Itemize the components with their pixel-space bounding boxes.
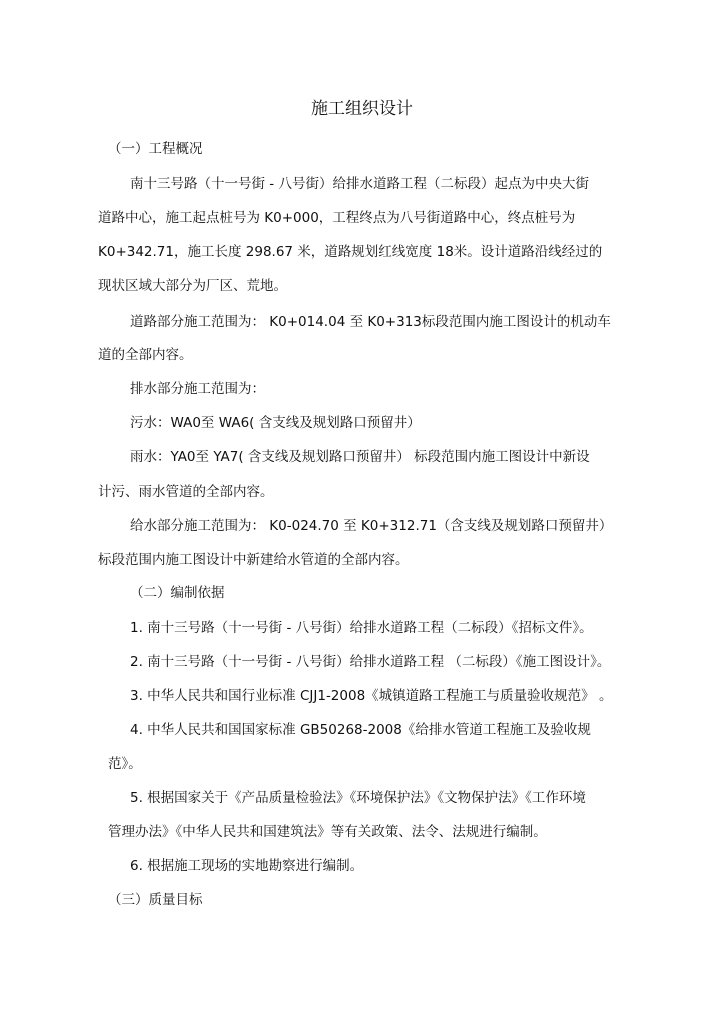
paragraph-line: 道的全部内容。 (98, 347, 193, 363)
list-item: 6. 根据施工现场的实地勘察进行编制。 (130, 858, 364, 874)
paragraph-line: 污水：WA0至 WA6( 含支线及规划路口预留井） (130, 415, 421, 431)
section-heading-basis: （二）编制依据 (130, 585, 225, 601)
paragraph-line: 南十三号路（十一号街 - 八号街）给排水道路工程（二标段）起点为中央大街 (130, 176, 589, 192)
list-item: 1. 南十三号路（十一号街 - 八号街）给排水道路工程（二标段）《招标文件》。 (130, 620, 593, 636)
document-title: 施工组织设计 (311, 99, 413, 119)
list-item: 5. 根据国家关于《产品质量检验法》《环境保护法》《文物保护法》《工作环境 (130, 790, 586, 806)
list-item-continuation: 范》。 (108, 756, 142, 772)
paragraph-line: 道路中心，施工起点桩号为 K0+000，工程终点为八号街道路中心，终点桩号为 (98, 210, 576, 226)
section-heading-quality: （三）质量目标 (108, 892, 203, 908)
paragraph-line: 道路部分施工范围为： K0+014.04 至 K0+313标段范围内施工图设计的机动车 (130, 314, 611, 330)
list-item-continuation: 管理办法》《中华人民共和国建筑法》等有关政策、法令、法规进行编制。 (108, 824, 547, 840)
list-item: 2. 南十三号路（十一号街 - 八号街）给排水道路工程 （二标段）《施工图设计》。 (130, 654, 611, 670)
paragraph-line: 雨水：YA0至 YA7( 含支线及规划路口预留井） 标段范围内施工图设计中新设 (130, 449, 590, 465)
paragraph-line: K0+342.71，施工长度 298.67 米，道路规划红线宽度 18米。设计道路沿线经过的 (98, 244, 603, 260)
paragraph-line: 计污、雨水管道的全部内容。 (98, 484, 274, 500)
paragraph-line: 排水部分施工范围为： (130, 381, 265, 397)
paragraph-line: 现状区域大部分为厂区、荒地。 (98, 278, 287, 294)
section-heading-overview: （一）工程概况 (108, 141, 203, 157)
paragraph-line: 给水部分施工范围为： K0-024.70 至 K0+312.71（含支线及规划路口预留井） (130, 518, 613, 534)
list-item: 3. 中华人民共和国行业标准 CJJ1-2008《城镇道路工程施工与质量验收规范》 。 (130, 688, 613, 704)
list-item: 4. 中华人民共和国国家标准 GB50268-2008《给排水管道工程施工及验收规 (130, 722, 591, 738)
paragraph-line: 标段范围内施工图设计中新建给水管道的全部内容。 (98, 552, 409, 568)
